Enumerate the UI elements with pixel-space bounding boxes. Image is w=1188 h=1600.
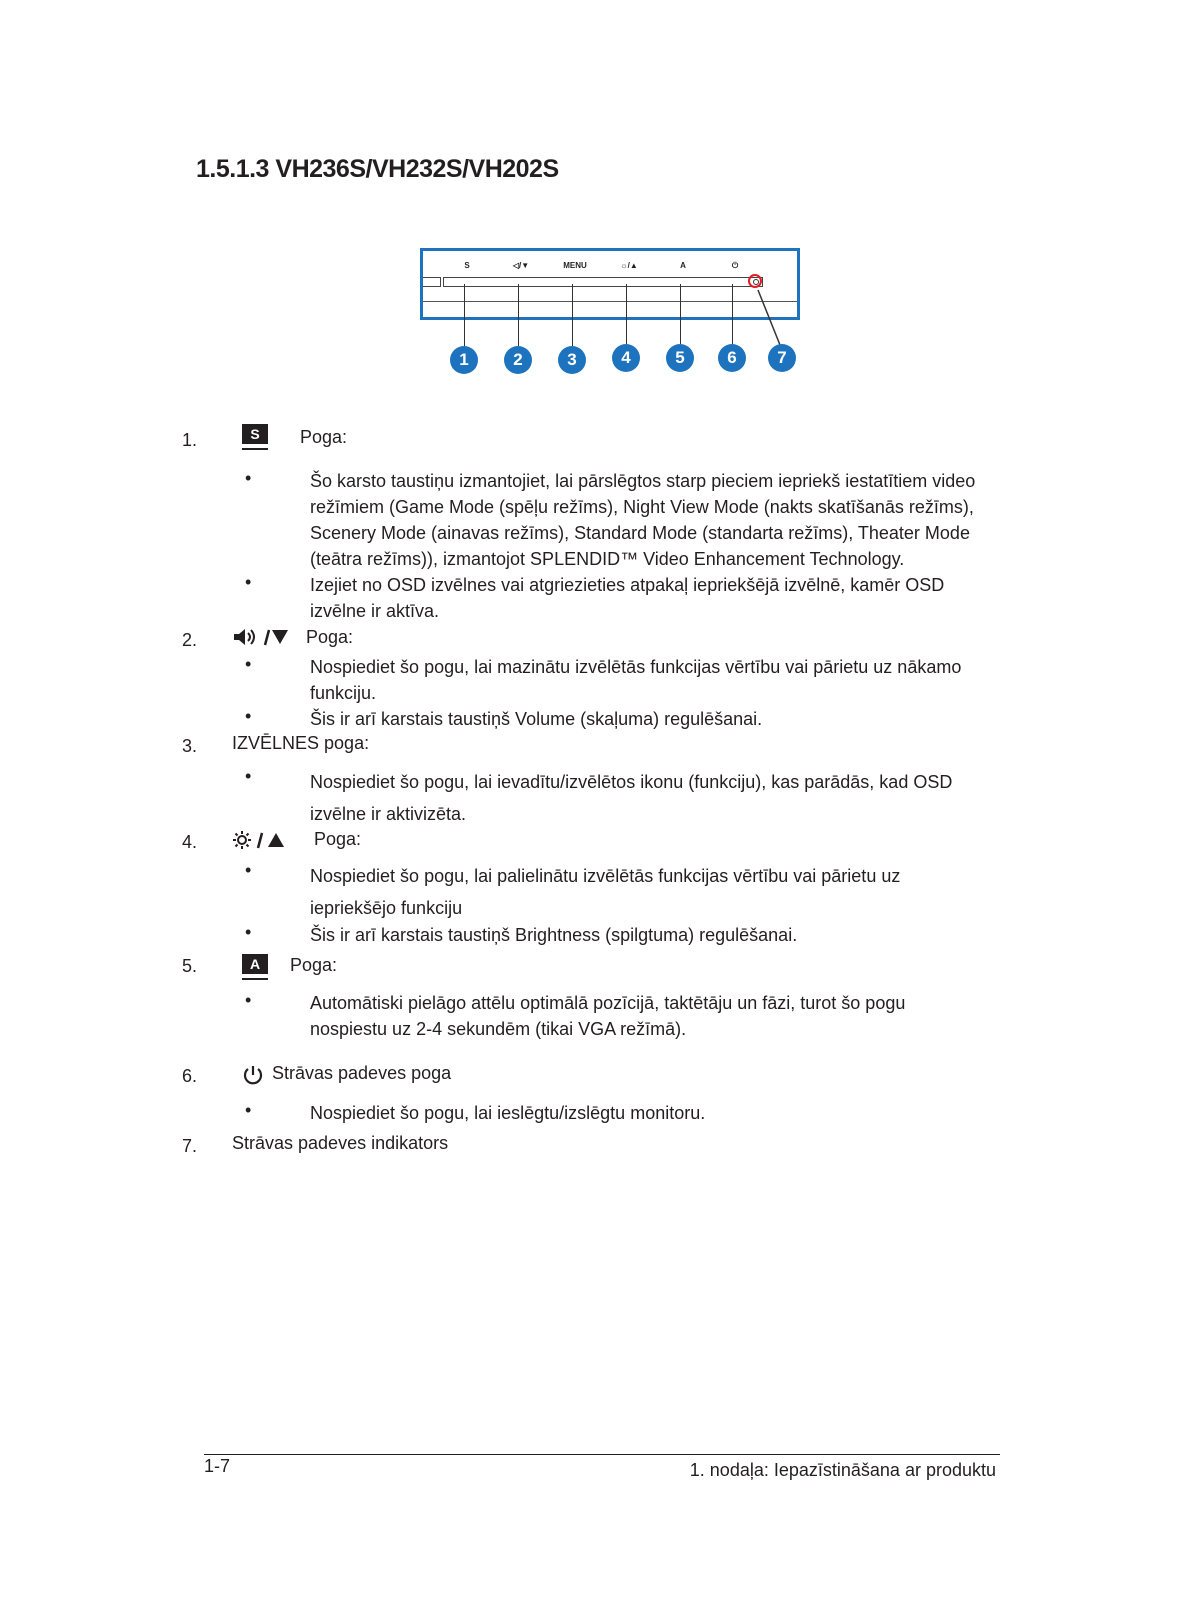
item-3-label: IZVĒLNES poga:	[232, 733, 370, 753]
item-1-bullet-2: Izejiet no OSD izvēlnes vai atgriezieties atpakaļ iepriekšējā izvēlnē, kamēr OSD izvēlne ir aktīva.	[310, 575, 945, 621]
power-icon	[242, 1064, 264, 1086]
splendid-s-icon: S	[242, 424, 268, 444]
item-4-bullet-1: Nospiediet šo pogu, lai palielinātu izvēlētās funkcijas vērtību vai pārietu uz iepriekšējo funkciju	[310, 866, 901, 918]
item-1-label: Poga:	[300, 427, 348, 447]
volume-down-icon	[232, 627, 292, 647]
item-1-bullet-1: Šo karsto taustiņu izmantojiet, lai pārslēgtos starp pieciem iepriekš iestatītiem video režīmiem (Game Mode (spēļu režīms), Night View Mode (nakts skatīšanās režīms), Scenery Mode (ainavas režīms), Standard Mode (standarta režīms), Theater Mode (teātra režīms)), izmantojot SPLENDID™ Video Enhancement Technology.	[310, 471, 976, 569]
item-4-label: Poga:	[314, 829, 362, 849]
chapter-title: 1. nodaļa: Iepazīstināšana ar produktu	[689, 1460, 996, 1480]
key-label-3: MENU	[563, 261, 587, 270]
key-label-2: ◁/▼	[512, 261, 530, 270]
item-2-number: 2.	[182, 630, 198, 650]
bullet-marker: •	[245, 766, 252, 786]
key-label-1: S	[464, 261, 470, 270]
item-3-bullet-1: Nospiediet šo pogu, lai ievadītu/izvēlētos ikonu (funkciju), kas parādās, kad OSD izvēlne ir aktivizēta.	[310, 772, 953, 824]
item-5-number: 5.	[182, 956, 198, 976]
callout-3: 3	[558, 346, 586, 374]
item-2-bullet-2: Šis ir arī karstais taustiņš Volume (skaļuma) regulēšanai.	[310, 709, 763, 729]
item-5-label: Poga:	[290, 955, 338, 975]
item-2-label: Poga:	[306, 627, 354, 647]
item-7-number: 7.	[182, 1136, 198, 1156]
bullet-marker: •	[245, 990, 252, 1010]
item-6-number: 6.	[182, 1066, 198, 1086]
item-6-bullet-1: Nospiediet šo pogu, lai ieslēgtu/izslēgtu monitoru.	[310, 1103, 706, 1123]
page-number: 1-7	[204, 1456, 231, 1476]
item-7-label: Strāvas padeves indikators	[232, 1133, 449, 1153]
brightness-up-icon	[232, 830, 292, 850]
callout-6: 6	[718, 344, 746, 372]
item-2-bullet-1: Nospiediet šo pogu, lai mazinātu izvēlētās funkcijas vērtību vai pārietu uz nākamo funkciju.	[310, 657, 962, 703]
item-6-label: Strāvas padeves poga	[272, 1063, 452, 1083]
footer-rule	[204, 1454, 1000, 1455]
button-panel-diagram	[420, 248, 810, 388]
callout-2: 2	[504, 346, 532, 374]
item-3-number: 3.	[182, 736, 198, 756]
key-label-4: ☼/▲	[620, 261, 638, 270]
bullet-marker: •	[245, 654, 252, 674]
item-4-bullet-2: Šis ir arī karstais taustiņš Brightness (spilgtuma) regulēšanai.	[310, 925, 798, 945]
bullet-marker: •	[245, 706, 252, 726]
bullet-marker: •	[245, 922, 252, 942]
item-4-number: 4.	[182, 832, 198, 852]
bullet-marker: •	[245, 572, 252, 592]
callout-4: 4	[612, 344, 640, 372]
bullet-marker: •	[245, 1100, 252, 1120]
page-heading: 1.5.1.3 VH236S/VH232S/VH202S	[196, 155, 559, 183]
bullet-marker: •	[245, 468, 252, 488]
item-5-bullet-1: Automātiski pielāgo attēlu optimālā pozīcijā, taktētāju un fāzi, turot šo pogu nospiestu uz 2-4 sekundēm (tikai VGA režīmā).	[310, 993, 906, 1039]
callout-5: 5	[666, 344, 694, 372]
item-1-number: 1.	[182, 430, 198, 450]
callout-7: 7	[768, 344, 796, 372]
auto-adjust-a-icon: A	[242, 954, 268, 974]
key-label-5: A	[680, 261, 686, 270]
bullet-marker: •	[245, 860, 252, 880]
key-label-6: ⏻	[731, 261, 739, 270]
callout-1: 1	[450, 346, 478, 374]
